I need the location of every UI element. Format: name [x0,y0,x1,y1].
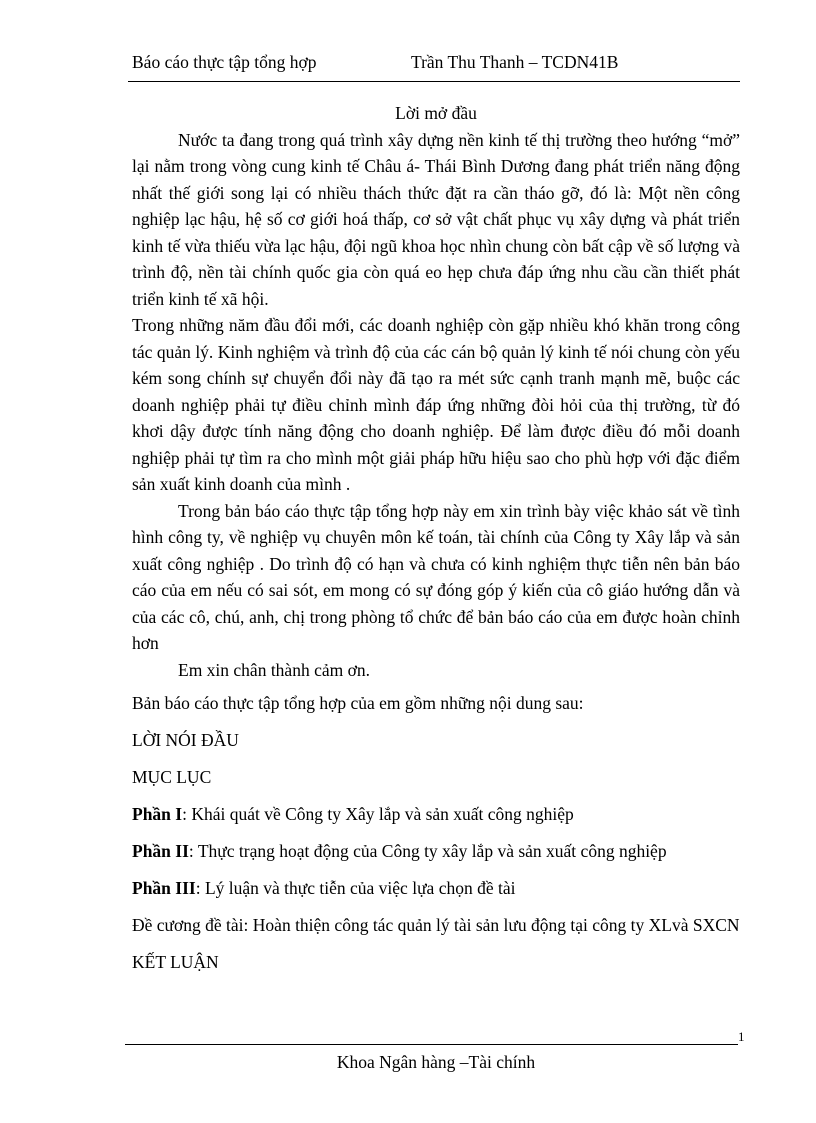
contents-part-1 [132,801,740,828]
contents-preface: LỜI NÓI ĐẦU [132,730,239,750]
contents-part-2 [132,838,740,865]
part-1-text: : Khái quát về Công ty Xây lắp và sản xuất công nghiệp [182,804,574,824]
paragraph-2: Trong những năm đầu đổi mới, các doanh nghiệp còn gặp nhiều khó khăn trong công tác quản lý. Kinh nghiệm và trình độ của các cán bộ quản lý kinh tế nói chung còn yếu kém song chính sự chuyển đổi này đã tạo ra mét sức cạnh tranh mạnh mẽ, buộc các doanh nghiệp phải tự điều chỉnh mình đáp ứng những đòi hỏi của thị trường, từ đó khơi dậy được tính năng động cho doanh nghiệp. Để làm được điều đó mỗi doanh nghiệp phải tự tìm ra cho mình một giải pháp hữu hiệu sao cho phù hợp với đặc điểm sản xuất kinh doanh của mình . [132,315,740,494]
header-report-title: Báo cáo thực tập tổng hợp [132,52,317,72]
contents-part-3 [132,875,740,902]
page-header [132,52,740,76]
paragraph-1: Nước ta đang trong quá trình xây dựng nền kinh tế thị trường theo hướng “mở” lại nằm trong vòng cung kinh tế Châu á- Thái Bình Dương đang phát triển năng động nhất thế giới song lại có nhiều thách thức đặt ra cần tháo gỡ, đó là: Một nền công nghiệp lạc hậu, hệ số cơ giới hoá thấp, cơ sở vật chất phục vụ xây dựng và phát triển kinh tế vừa thiếu vừa lạc hậu, đội ngũ khoa học nhìn chung còn bất cập về số lượng và trình độ, nền tài chính quốc gia còn quá eo hẹp chưa đáp ứng nhu cầu cần thiết phát triển kinh tế xã hội. [132,129,740,309]
document-body [132,100,740,986]
paragraph-thanks: Em xin chân thành cảm ơn. [178,659,370,680]
page-number: 1 [738,1029,745,1044]
contents-intro: Bản báo cáo thực tập tổng hợp của em gồm những nội dung sau: [132,693,584,713]
paragraph-3: Trong bản báo cáo thực tập tổng hợp này em xin trình bày việc khảo sát về tình hình công ty, về nghiệp vụ chuyên môn kế toán, tài chính của Công ty Xây lắp và sản xuất công nghiệp . Do trình độ có hạn và chưa có kinh nghiệm thực tiễn nên bản báo cáo của em nếu có sai sót, em mong có sự đóng góp ý kiến của cô giáo hướng dẫn và của các cô, chú, anh, chị trong phòng tổ chức để bản báo cáo của em được hoàn chỉnh hơn [132,500,740,653]
section-title: Lời mở đầu [395,103,477,123]
part-3-text: : Lý luận và thực tiễn của việc lựa chọn đề tài [195,878,516,898]
header-author: Trần Thu Thanh – TCDN41B [411,52,619,72]
contents-toc: MỤC LỤC [132,767,212,787]
header-divider [128,81,740,82]
part-3-label: Phần III [132,878,196,898]
contents-list [132,690,740,976]
page-footer: Khoa Ngân hàng –Tài chính [336,1052,536,1072]
part-1-label: Phần I [132,804,183,824]
footer-divider [125,1044,738,1045]
contents-outline: Đề cương đề tài: Hoàn thiện công tác quản lý tài sản lưu động tại công ty XLvà SXCN [132,915,740,935]
part-2-label: Phần II [132,841,189,861]
contents-conclusion: KẾT LUẬN [132,952,219,972]
part-2-text: : Thực trạng hoạt động của Công ty xây lắp và sản xuất công nghiệp [188,841,667,861]
